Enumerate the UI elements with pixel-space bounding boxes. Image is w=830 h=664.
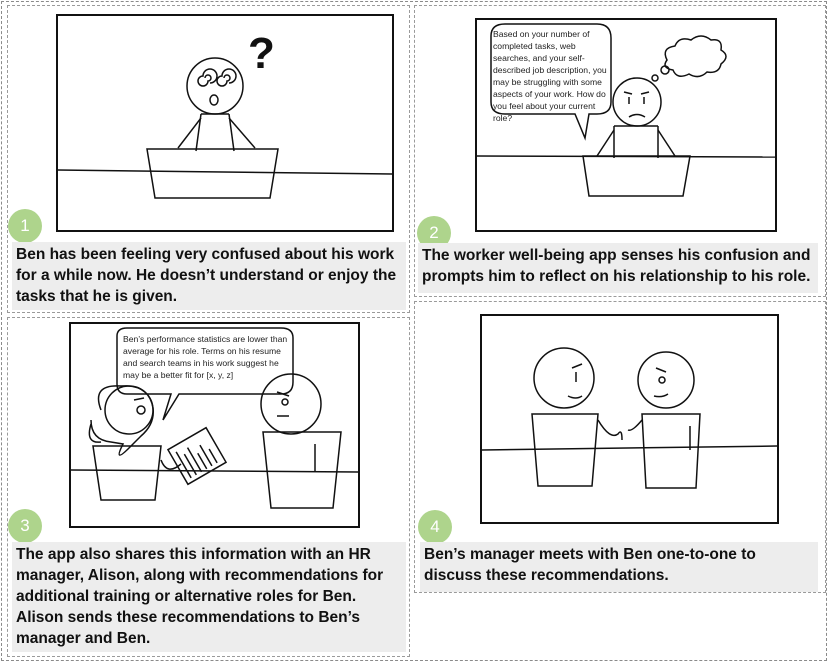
step-badge-3: 3	[8, 509, 42, 543]
meeting-drawing	[482, 316, 777, 522]
panel-4-caption: Ben’s manager meets with Ben one-to-one to discuss these recommendations.	[420, 542, 818, 592]
app-speech-bubble: Based on your number of completed tasks, web searches, and your self-described job description, you may be struggling with some aspects of your work. How do you feel about your current role?	[493, 29, 607, 123]
panel-3-illustration	[69, 322, 360, 528]
question-mark: ?	[248, 29, 275, 78]
panel-4-illustration	[480, 314, 779, 524]
step-badge-4: 4	[418, 510, 452, 544]
step-badge-1: 1	[8, 209, 42, 243]
step-badge-2: 2	[417, 216, 451, 250]
panel-1-caption: Ben has been feeling very confused about his work for a while now. He doesn’t understand or enjoy the tasks that he is given.	[12, 242, 406, 310]
panel-2-illustration	[475, 18, 777, 232]
hr-speech-bubble: Ben’s performance statistics are lower than average for his role. Terms on his resume and search teams in his work suggest he may be a better fit for [x, y, z]	[123, 334, 288, 380]
panel-3-caption: The app also shares this information with an HR manager, Alison, along with recommendations for additional training or alternative roles for Ben. Alison sends these recommendations to Ben’s manager and Ben.	[12, 542, 406, 652]
panel-1-illustration	[56, 14, 394, 232]
confused-ben-drawing	[58, 16, 392, 230]
panel-2-caption: The worker well-being app senses his confusion and prompts him to reflect on his relationship to his role.	[418, 243, 818, 293]
